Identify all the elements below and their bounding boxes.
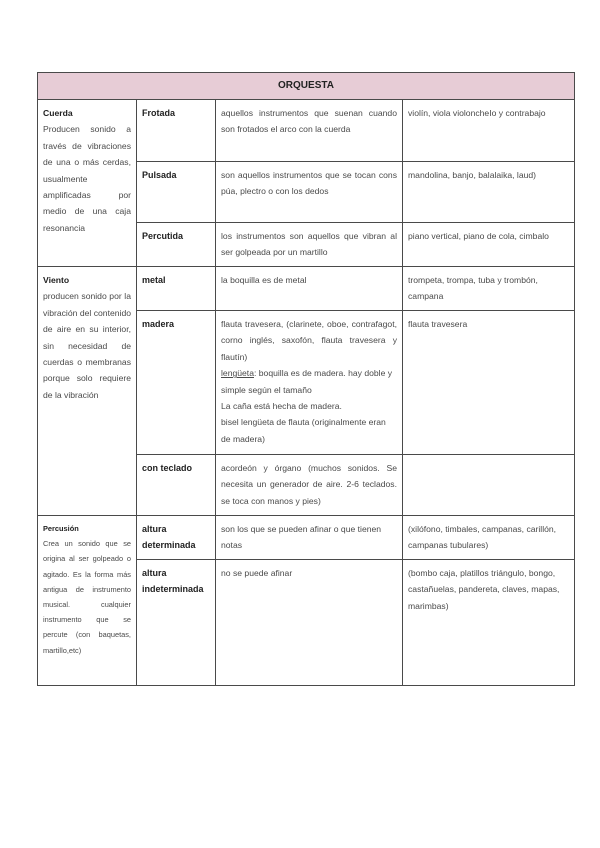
examples-cell: (bombo caja, platillos triángulo, bongo, castañuelas, pandereta, claves, mapas, marimbas) (403, 560, 575, 686)
examples-cell: violín, viola violoncheIo y contrabajo (403, 100, 575, 162)
category-description: producen sonido por la vibración del contenido de aire en su interior, sin necesidad de cuerdas o membranas porque solo requiere de la vibración (43, 291, 131, 400)
category-percusion (38, 516, 137, 686)
examples-cell (403, 455, 575, 516)
type-cell: Percutida (137, 223, 216, 267)
category-description: Producen sonido a través de vibraciones de una o más cerdas, usualmente amplificadas por medio de una caja resonancia (43, 124, 131, 233)
definition-line: bisel lengüeta de flauta (originalmente eran de madera) (221, 417, 386, 444)
examples-cell: piano vertical, piano de cola, cimbalo (403, 223, 575, 267)
definition-cell: aquellos instrumentos que suenan cuando son frotados el arco con la cuerda (216, 100, 403, 162)
table-row (38, 100, 575, 162)
table-row (38, 267, 575, 311)
category-description: Crea un sonido que se origina al ser golpeado o agitado. Es la forma más antigua de instrumento musical. cualquier instrumento que se percute (con baquetas, martillo,etc) (43, 539, 131, 655)
definition-cell: acordeón y órgano (muchos sonidos. Se necesita un generador de aire. 2-6 teclados. se toca con manos y pies) (216, 455, 403, 516)
definition-cell: la boquilla es de metal (216, 267, 403, 311)
type-cell: madera (137, 311, 216, 455)
category-title: Percusión (43, 524, 79, 533)
type-cell: con teclado (137, 455, 216, 516)
examples-cell: (xilófono, timbales, campanas, carillón, campanas tubulares) (403, 516, 575, 560)
table-title: ORQUESTA (38, 73, 575, 100)
lenguet-text: : boquilla es de madera. hay doble y simple según el tamaño (221, 368, 393, 395)
type-cell: altura determinada (137, 516, 216, 560)
definition-cell: son aquellos instrumentos que se tocan cons púa, plectro o con los dedos (216, 162, 403, 223)
table-header-row (38, 73, 575, 100)
orquesta-table (37, 72, 575, 686)
type-cell: metal (137, 267, 216, 311)
category-cuerda (38, 100, 137, 267)
examples-cell: flauta travesera (403, 311, 575, 455)
definition-cell: no se puede afinar (216, 560, 403, 686)
examples-cell: mandolina, banjo, balalaika, laud) (403, 162, 575, 223)
type-cell: Frotada (137, 100, 216, 162)
definition-line: La caña está hecha de madera. (221, 401, 342, 412)
type-cell: altura indeterminada (137, 560, 216, 686)
category-viento (38, 267, 137, 516)
category-title: Cuerda (43, 108, 73, 118)
type-cell: Pulsada (137, 162, 216, 223)
lenguet-label: lengüeta (221, 368, 254, 379)
definition-cell (216, 311, 403, 455)
definition-cell: los instrumentos son aquellos que vibran al ser golpeada por un martillo (216, 223, 403, 267)
category-title: Viento (43, 275, 70, 285)
definition-line: flauta travesera, (clarinete, oboe, contrafagot, corno inglés, saxofón, flauta travesera y flautín) (221, 319, 397, 362)
definition-cell: son los que se pueden afinar o que tienen notas (216, 516, 403, 560)
table-row (38, 516, 575, 560)
examples-cell: trompeta, trompa, tuba y trombón, campana (403, 267, 575, 311)
